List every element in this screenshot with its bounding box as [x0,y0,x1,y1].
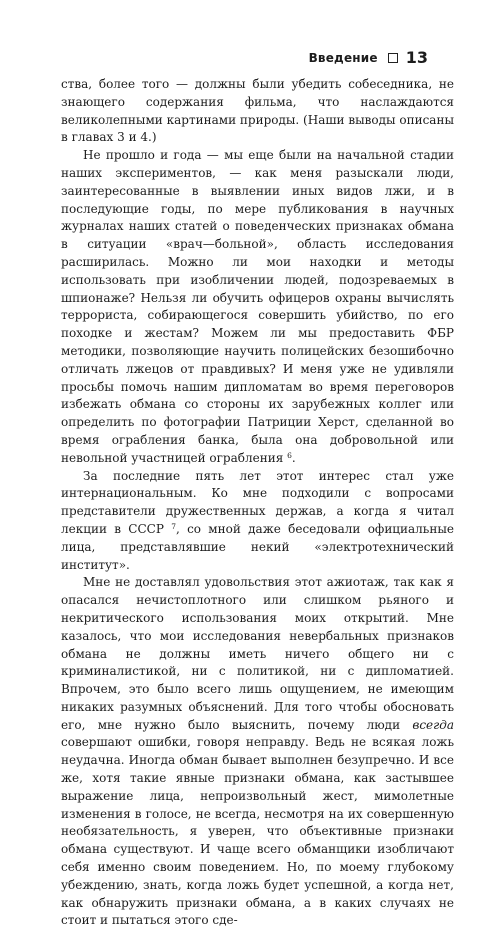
paragraph-4-text-b: совершают ошибки, говоря неправду. Ведь не всякая ложь неудачна. Иногда обман бывает выполнен безупречно. И все же, хотя такие явные признаки обмана, как застывшее выражение лица, непроизвольный жест, мимолетные изменения в голосе, не всегда, несмотря на их совершенную необязательность, я уверен, что объективные признаки обмана существуют. И чаще всего обманщики изобличают себя именно своим поведением. Но, по моему глубокому убеждению, знать, когда ложь будет успешной, а когда нет, как обнаружить признаки обмана, а в каких случаях не стоит и пытаться этого сде- [61,735,454,928]
italic-emphasis: всегда [412,717,454,732]
paragraph-3 [61,468,454,575]
footnote-ref-6: 6 [287,450,292,460]
page-number: 13 [405,48,428,67]
footnote-ref-7: 7 [171,521,176,531]
paragraph-1 [61,76,454,147]
paragraph-1-text: ства, более того — должны были убедить собеседника, не знающего содержания фильма, что наслаждаются великолепными картинами природы. (Наши выводы описаны в главах 3 и 4.) [61,77,454,145]
section-title: Введение [308,50,378,65]
paragraph-3-text-b: , со мной даже беседовали официальные лица, представлявшие некий «электротехнический институт». [61,521,454,572]
paragraph-3-text-a: За последние пять лет этот интерес стал уже интернациональным. Ко мне подходили с вопросами представители дружественных держав, а когда я читал лекции в СССР [61,468,454,536]
square-bullet-icon [388,53,398,63]
paragraph-4-text-a: Мне не доставлял удовольствия этот ажиотаж, так как я опасался нечистоплотного или слишком рьяного и некритического использования моих открытий. Мне казалось, что мои исследования невербальных признаков обмана не должны иметь ничего общего ни с криминалистикой, ни с политикой, ни с дипломатией. Впрочем, это было всего лишь ощущением, не имеющим никаких разумных объяснений. Для того чтобы обосновать его, мне нужно было выяснить, почему люди [61,575,454,732]
paragraph-2 [61,147,454,467]
body-text [61,76,454,930]
running-header [309,48,428,67]
paragraph-2-text: Не прошло и года — мы еще были на начальной стадии наших экспериментов, — как меня разыскали люди, заинтересованные в выявлении иных видов лжи, и в последующие годы, по мере публикования в научных журналах наших статей о поведенческих признаках обмана в ситуации «врач—больной», область исследования расширилась. Можно ли мои находки и методы использовать при изобличении людей, подозреваемых в шпионаже? Нельзя ли обучить офицеров охраны вычислять террориста, собирающегося совершить убийство, по его походке и жестам? Можем ли мы предоставить ФБР методики, позволяющие научить полицейских безошибочно отличать лжецов от правдивых? И меня уже не удивляли просьбы помочь нашим дипломатам во время переговоров избежать обмана со стороны их зарубежных коллег или определить по фотографии Патриции Херст, сделанной во время ограбления банка, была она добровольной или невольной участницей ограбления [61,148,454,465]
paragraph-2-end: . [291,450,296,465]
paragraph-4 [61,574,454,930]
